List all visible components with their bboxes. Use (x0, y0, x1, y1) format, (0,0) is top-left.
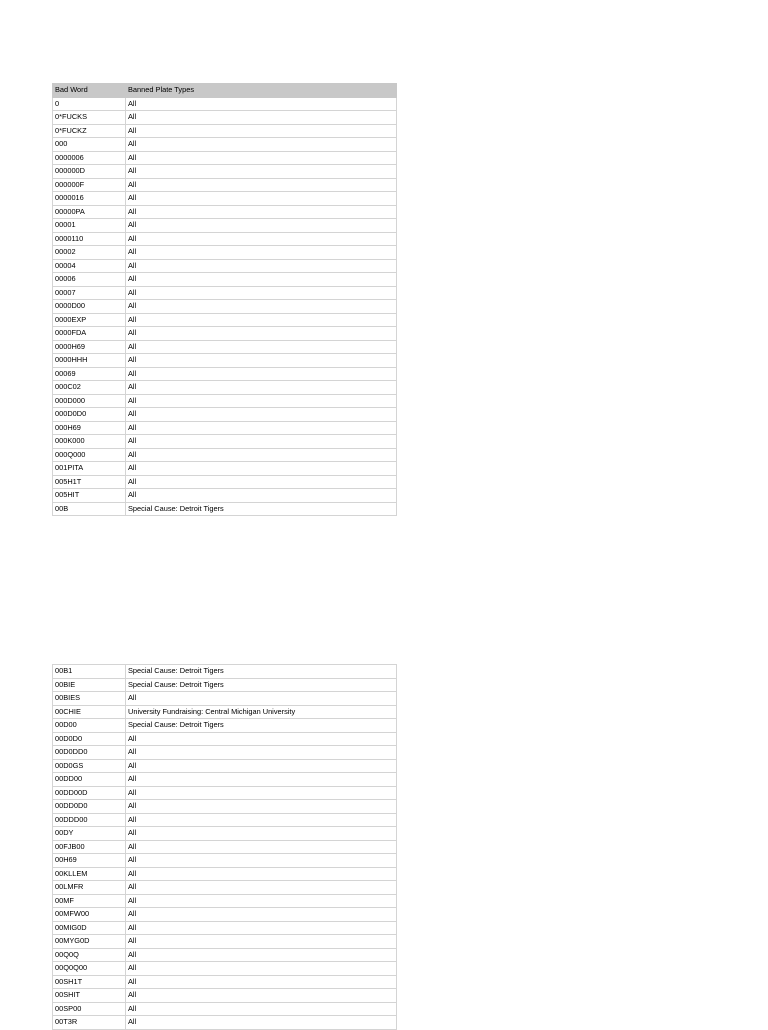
bad-word-cell: 00KLLEM (53, 867, 126, 881)
bad-word-cell: 00MIG0D (53, 921, 126, 935)
bad-word-cell: 00DD00 (53, 773, 126, 787)
banned-plate-types-cell: All (126, 421, 397, 435)
table-row (53, 165, 397, 179)
bad-word-cell: 0*FUCKS (53, 111, 126, 125)
table-row (53, 1002, 397, 1016)
bad-word-cell: 00DD00D (53, 786, 126, 800)
banned-plate-types-cell: All (126, 354, 397, 368)
banned-plate-types-cell: All (126, 948, 397, 962)
bad-word-cell: 00B1 (53, 665, 126, 679)
table-row (53, 881, 397, 895)
bad-word-cell: 00FJB00 (53, 840, 126, 854)
bad-word-cell: 00B (53, 502, 126, 516)
banned-plate-types-cell: All (126, 813, 397, 827)
table-row (53, 962, 397, 976)
table-row (53, 773, 397, 787)
table-row (53, 692, 397, 706)
table-row (53, 665, 397, 679)
bad-word-cell: 000 (53, 138, 126, 152)
table-row (53, 367, 397, 381)
table-row (53, 435, 397, 449)
table-row (53, 138, 397, 152)
banned-plate-types-cell: All (126, 975, 397, 989)
bad-word-cell: 00SHIT (53, 989, 126, 1003)
banned-plate-types-cell: All (126, 908, 397, 922)
bad-word-cell: 000Q000 (53, 448, 126, 462)
table-row (53, 921, 397, 935)
banned-plate-types-cell: All (126, 462, 397, 476)
banned-plate-types-cell: University Fundraising: Central Michigan University (126, 705, 397, 719)
banned-plate-types-cell: All (126, 205, 397, 219)
bad-word-cell: 000K000 (53, 435, 126, 449)
table-row (53, 759, 397, 773)
banned-plate-types-cell: All (126, 394, 397, 408)
table-row (53, 232, 397, 246)
banned-plate-types-cell: All (126, 273, 397, 287)
table-row (53, 475, 397, 489)
banned-plate-types-cell: All (126, 867, 397, 881)
banned-plate-types-cell: All (126, 854, 397, 868)
bad-word-cell: 00MYG0D (53, 935, 126, 949)
bad-word-cell: 00DD0D0 (53, 800, 126, 814)
table-row (53, 908, 397, 922)
bad-word-cell: 00069 (53, 367, 126, 381)
table-row (53, 300, 397, 314)
banned-plate-types-cell: All (126, 475, 397, 489)
banned-plate-types-cell: All (126, 827, 397, 841)
bad-word-cell: 00MFW00 (53, 908, 126, 922)
banned-plate-types-cell: All (126, 165, 397, 179)
header-bad-word: Bad Word (53, 84, 126, 98)
table-row (53, 97, 397, 111)
banned-plate-types-cell: All (126, 246, 397, 260)
table-row (53, 705, 397, 719)
banned-plate-types-cell: All (126, 840, 397, 854)
table-row (53, 421, 397, 435)
table-row (53, 678, 397, 692)
banned-plate-types-cell: All (126, 786, 397, 800)
bad-word-cell: 00DDD00 (53, 813, 126, 827)
table-row (53, 786, 397, 800)
bad-word-cell: 00002 (53, 246, 126, 260)
table-header-row (53, 84, 397, 98)
bad-word-cell: 0000110 (53, 232, 126, 246)
bad-word-cell: 00LMFR (53, 881, 126, 895)
table-row (53, 502, 397, 516)
table-row (53, 854, 397, 868)
banned-plate-types-cell: All (126, 759, 397, 773)
banned-plate-types-cell: All (126, 381, 397, 395)
bad-word-cell: 00Q0Q00 (53, 962, 126, 976)
banned-plate-types-cell: Special Cause: Detroit Tigers (126, 678, 397, 692)
bad-word-cell: 00007 (53, 286, 126, 300)
banned-plate-types-cell: Special Cause: Detroit Tigers (126, 665, 397, 679)
banned-plate-types-cell: All (126, 232, 397, 246)
banned-plate-types-cell: All (126, 746, 397, 760)
bad-word-cell: 00BIE (53, 678, 126, 692)
bad-word-cell: 001PITA (53, 462, 126, 476)
banned-plate-types-cell: All (126, 1016, 397, 1030)
table-row (53, 948, 397, 962)
banned-plate-types-cell: All (126, 327, 397, 341)
banned-plate-types-cell: All (126, 286, 397, 300)
table-row (53, 867, 397, 881)
table-row (53, 827, 397, 841)
banned-plate-types-cell: All (126, 219, 397, 233)
bad-word-cell: 0000D00 (53, 300, 126, 314)
bad-word-cell: 000H69 (53, 421, 126, 435)
banned-plate-types-cell: All (126, 151, 397, 165)
banned-plate-types-cell: All (126, 921, 397, 935)
banned-plate-types-cell: All (126, 111, 397, 125)
table-row (53, 219, 397, 233)
table-row (53, 408, 397, 422)
banned-plate-types-cell: Special Cause: Detroit Tigers (126, 502, 397, 516)
bad-word-cell: 005H1T (53, 475, 126, 489)
banned-plate-types-cell: All (126, 408, 397, 422)
bad-word-cell: 00CHIE (53, 705, 126, 719)
bad-word-cell: 0000FDA (53, 327, 126, 341)
bad-word-cell: 000D000 (53, 394, 126, 408)
banned-plate-types-cell: All (126, 489, 397, 503)
bad-word-cell: 00H69 (53, 854, 126, 868)
table-row (53, 975, 397, 989)
banned-plate-types-cell: All (126, 989, 397, 1003)
bad-word-cell: 00D0GS (53, 759, 126, 773)
bad-word-cell: 00SH1T (53, 975, 126, 989)
bad-word-cell: 000000F (53, 178, 126, 192)
table-row (53, 489, 397, 503)
banned-plate-types-cell: All (126, 340, 397, 354)
table-row (53, 813, 397, 827)
bad-word-cell: 00T3R (53, 1016, 126, 1030)
bad-word-cell: 00006 (53, 273, 126, 287)
bad-word-cell: 000C02 (53, 381, 126, 395)
table-row (53, 313, 397, 327)
bad-word-cell: 0000006 (53, 151, 126, 165)
banned-plate-types-cell: All (126, 773, 397, 787)
banned-plate-types-cell: All (126, 800, 397, 814)
banned-plate-types-cell: All (126, 124, 397, 138)
table-row (53, 111, 397, 125)
table-row (53, 448, 397, 462)
table-row (53, 192, 397, 206)
bad-word-cell: 00D0DD0 (53, 746, 126, 760)
bad-word-cell: 00BIES (53, 692, 126, 706)
banned-plate-types-cell: All (126, 178, 397, 192)
banned-plate-types-cell: All (126, 894, 397, 908)
table-row (53, 989, 397, 1003)
banned-plate-types-cell: Special Cause: Detroit Tigers (126, 719, 397, 733)
banned-plate-types-cell: All (126, 732, 397, 746)
table-row (53, 205, 397, 219)
bad-word-cell: 005HIT (53, 489, 126, 503)
bad-word-table-1 (52, 83, 397, 516)
bad-word-cell: 00D00 (53, 719, 126, 733)
banned-plate-types-cell: All (126, 962, 397, 976)
bad-word-cell: 0000HHH (53, 354, 126, 368)
banned-plate-types-cell: All (126, 367, 397, 381)
table-row (53, 124, 397, 138)
table-row (53, 178, 397, 192)
bad-word-cell: 00Q0Q (53, 948, 126, 962)
banned-plate-types-cell: All (126, 1002, 397, 1016)
table-row (53, 394, 397, 408)
table-row (53, 273, 397, 287)
table-row (53, 381, 397, 395)
banned-plate-types-cell: All (126, 935, 397, 949)
table-row (53, 800, 397, 814)
banned-plate-types-cell: All (126, 313, 397, 327)
table-row (53, 286, 397, 300)
bad-word-cell: 0*FUCKZ (53, 124, 126, 138)
banned-plate-types-cell: All (126, 435, 397, 449)
banned-plate-types-cell: All (126, 692, 397, 706)
banned-plate-types-cell: All (126, 300, 397, 314)
bad-word-table-2 (52, 664, 397, 1030)
table-row (53, 246, 397, 260)
table-row (53, 462, 397, 476)
bad-word-cell: 00000PA (53, 205, 126, 219)
banned-plate-types-cell: All (126, 259, 397, 273)
bad-word-cell: 0000EXP (53, 313, 126, 327)
table-row (53, 935, 397, 949)
table-row (53, 894, 397, 908)
banned-plate-types-cell: All (126, 448, 397, 462)
table-row (53, 840, 397, 854)
bad-word-cell: 0 (53, 97, 126, 111)
bad-word-cell: 00SP00 (53, 1002, 126, 1016)
table-row (53, 1016, 397, 1030)
table-body (53, 665, 397, 1030)
banned-plate-types-cell: All (126, 138, 397, 152)
table-row (53, 259, 397, 273)
bad-word-cell: 00DY (53, 827, 126, 841)
bad-word-cell: 00MF (53, 894, 126, 908)
header-banned-plate-types: Banned Plate Types (126, 84, 397, 98)
bad-word-cell: 000000D (53, 165, 126, 179)
table-body (53, 97, 397, 516)
bad-word-cell: 0000H69 (53, 340, 126, 354)
table-row (53, 732, 397, 746)
banned-plate-types-cell: All (126, 881, 397, 895)
bad-word-cell: 00D0D0 (53, 732, 126, 746)
table-row (53, 340, 397, 354)
table-row (53, 719, 397, 733)
table-row (53, 151, 397, 165)
table-row (53, 354, 397, 368)
bad-word-cell: 000D0D0 (53, 408, 126, 422)
bad-word-cell: 00004 (53, 259, 126, 273)
table-row (53, 746, 397, 760)
bad-word-cell: 00001 (53, 219, 126, 233)
bad-word-cell: 0000016 (53, 192, 126, 206)
banned-plate-types-cell: All (126, 97, 397, 111)
table-row (53, 327, 397, 341)
banned-plate-types-cell: All (126, 192, 397, 206)
